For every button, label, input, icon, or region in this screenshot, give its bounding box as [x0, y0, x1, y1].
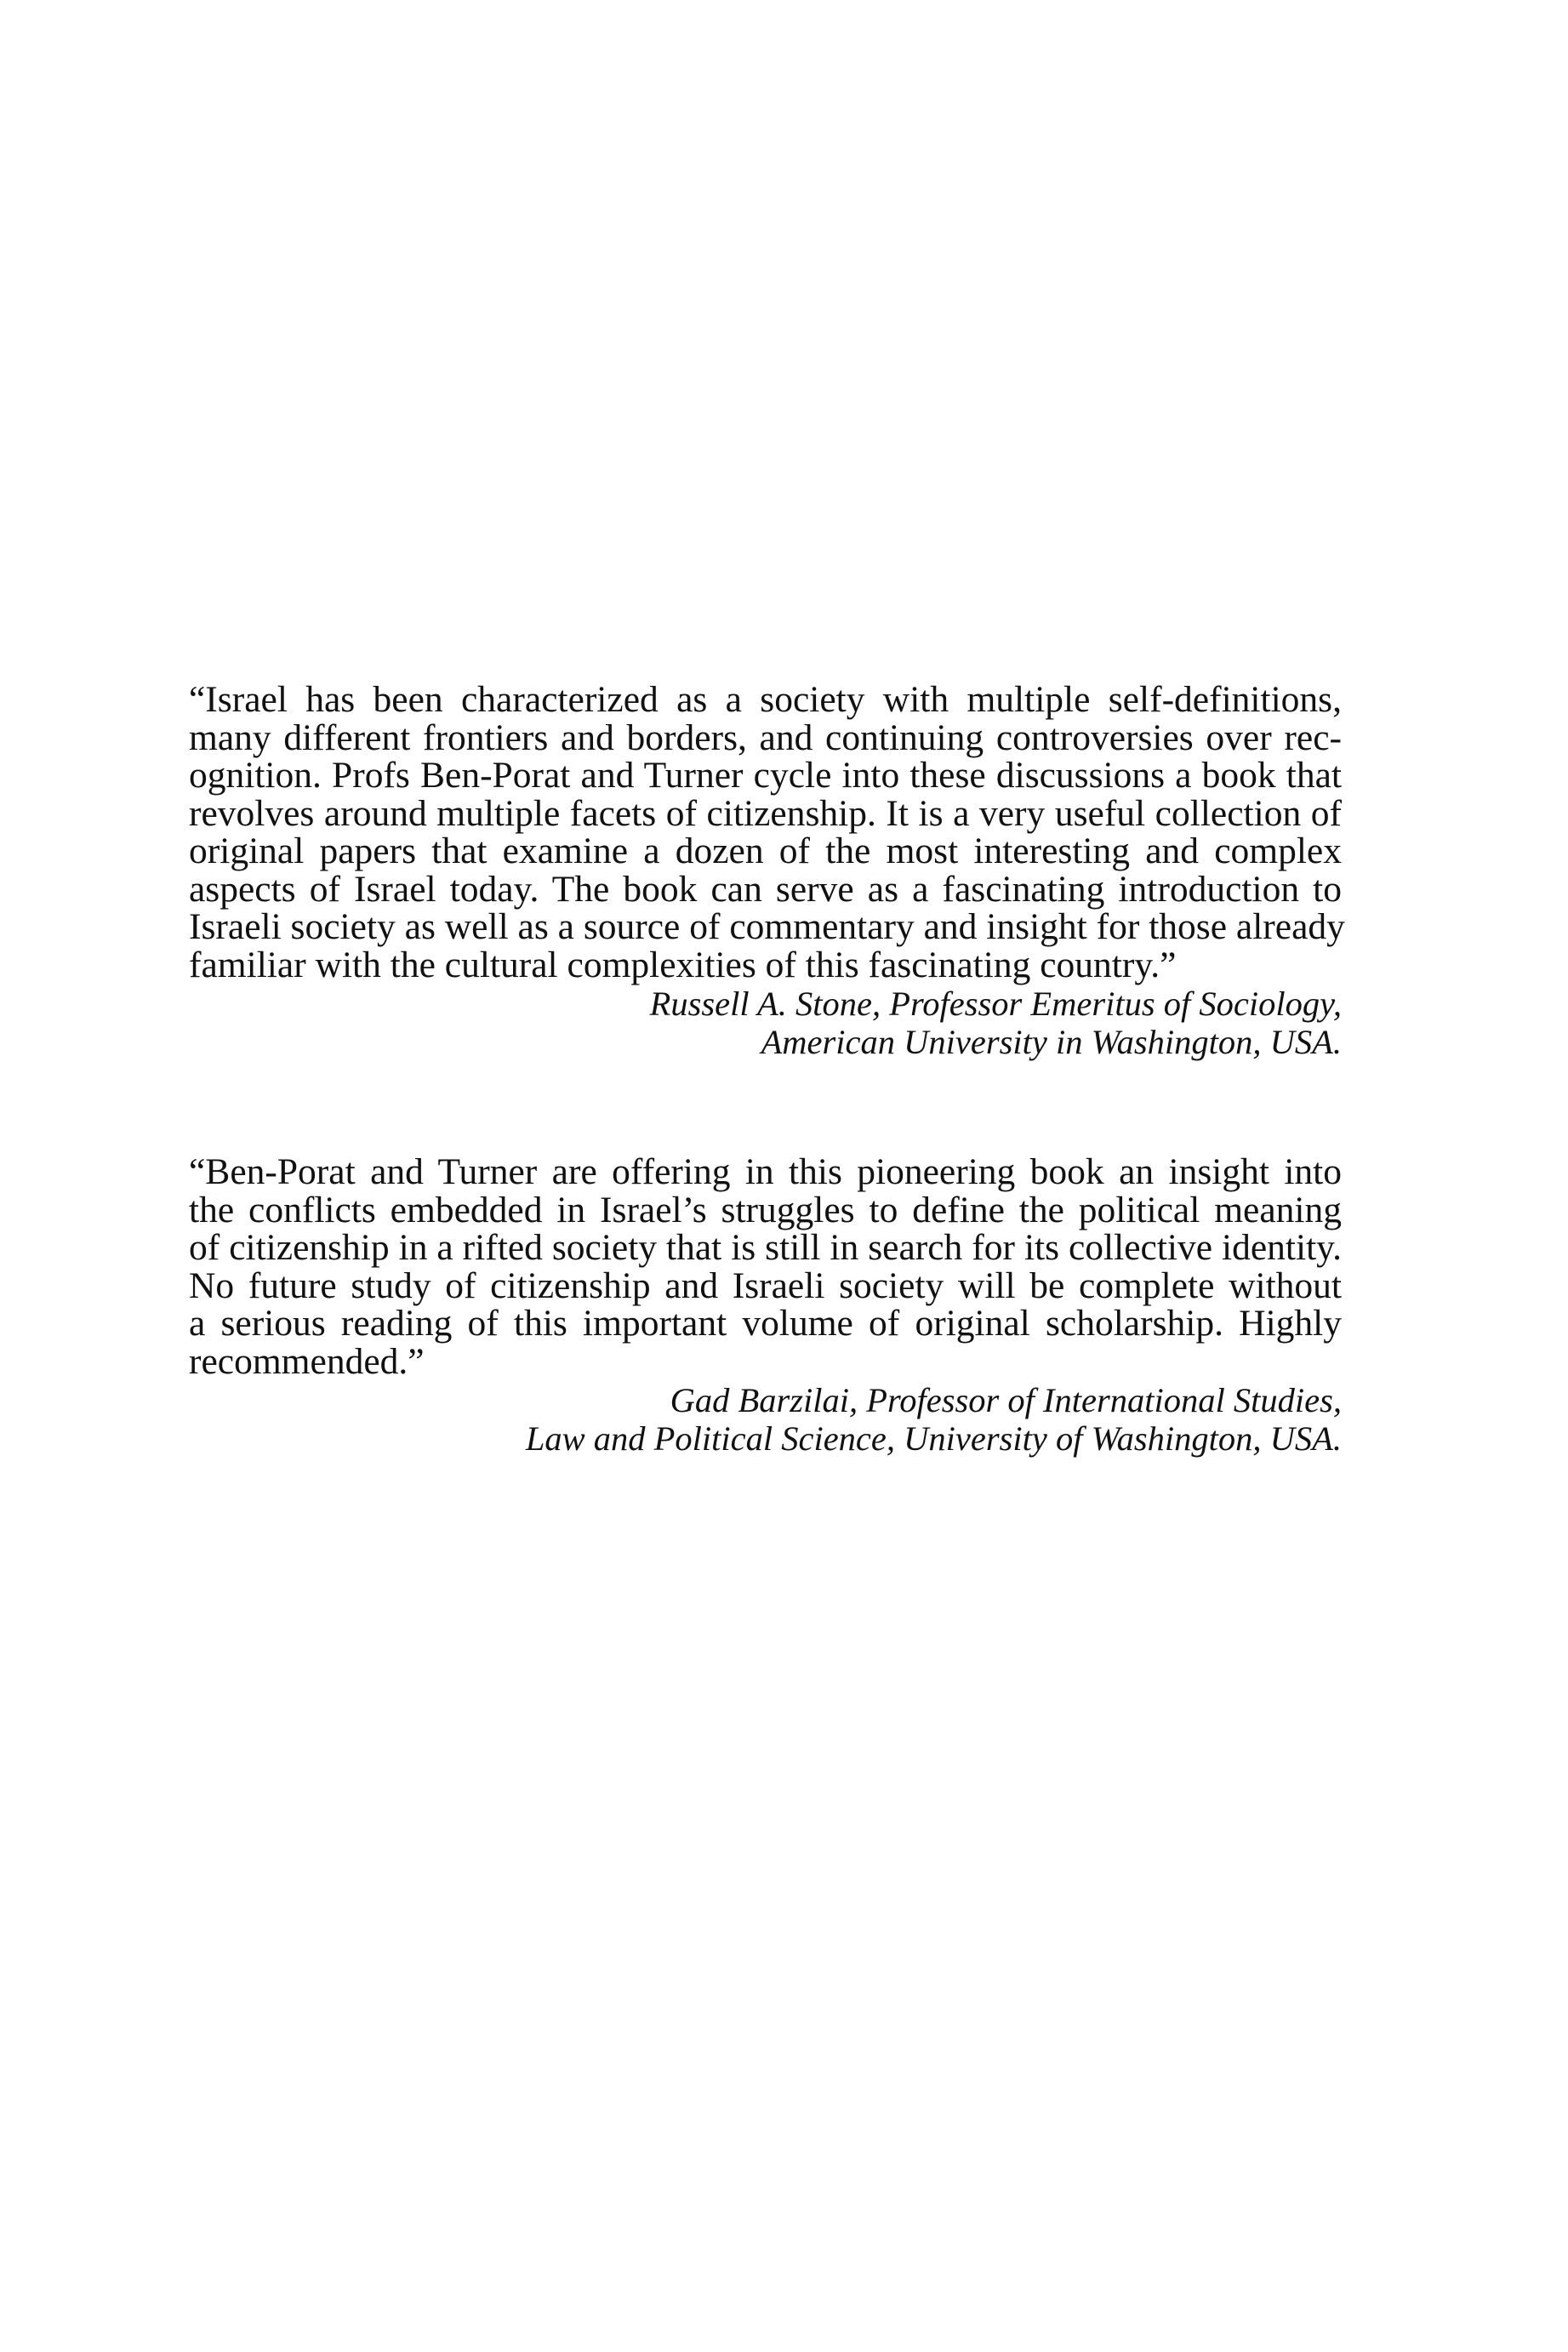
endorsement-attribution — [189, 1382, 1342, 1458]
quote-line: a serious reading of this important volume of original scholarship. Highly — [189, 1303, 1342, 1344]
quote-line: many different frontiers and borders, and continuing controversies over rec- — [189, 716, 1342, 758]
quote-line: recommended.” — [189, 1340, 425, 1382]
quote-line: the conflicts embedded in Israel’s struggles to define the political meaning — [189, 1189, 1342, 1230]
endorsement-barzilai — [189, 1153, 1342, 1458]
endorsement-quote — [189, 679, 1345, 985]
quote-line: No future study of citizenship and Israeli society will be complete without — [189, 1264, 1342, 1306]
quote-line: ognition. Profs Ben-Porat and Turner cycle into these discussions a book that — [189, 755, 1342, 796]
attribution-line: Law and Political Science, University of Washington, USA. — [525, 1419, 1342, 1458]
quote-line: familiar with the cultural complexities of this fascinating country.” — [189, 944, 1177, 985]
endorsement-stone — [189, 679, 1345, 1061]
quote-line: original papers that examine a dozen of the most interesting and complex — [189, 831, 1342, 871]
quote-line: aspects of Israel today. The book can serve as a fascinating introduction to — [189, 868, 1342, 910]
quote-line: “Israel has been characterized as a society with multiple self-definitions, — [189, 679, 1342, 720]
quote-line: revolves around multiple facets of citizenship. It is a very useful collection of — [189, 792, 1342, 834]
attribution-line: American University in Washington, USA. — [761, 1022, 1342, 1061]
quote-line: Israeli society as well as a source of commentary and insight for those already — [189, 906, 1345, 947]
endorsement-quote — [189, 1153, 1342, 1380]
quote-line: “Ben-Porat and Turner are offering in this pioneering book an insight into — [189, 1151, 1342, 1192]
attribution-line: Gad Barzilai, Professor of International Studies, — [670, 1381, 1342, 1419]
attribution-line: Russell A. Stone, Professor Emeritus of Sociology, — [649, 985, 1342, 1023]
quote-line: of citizenship in a rifted society that is still in search for its collective identity. — [189, 1227, 1342, 1268]
endorsement-attribution — [189, 985, 1342, 1061]
